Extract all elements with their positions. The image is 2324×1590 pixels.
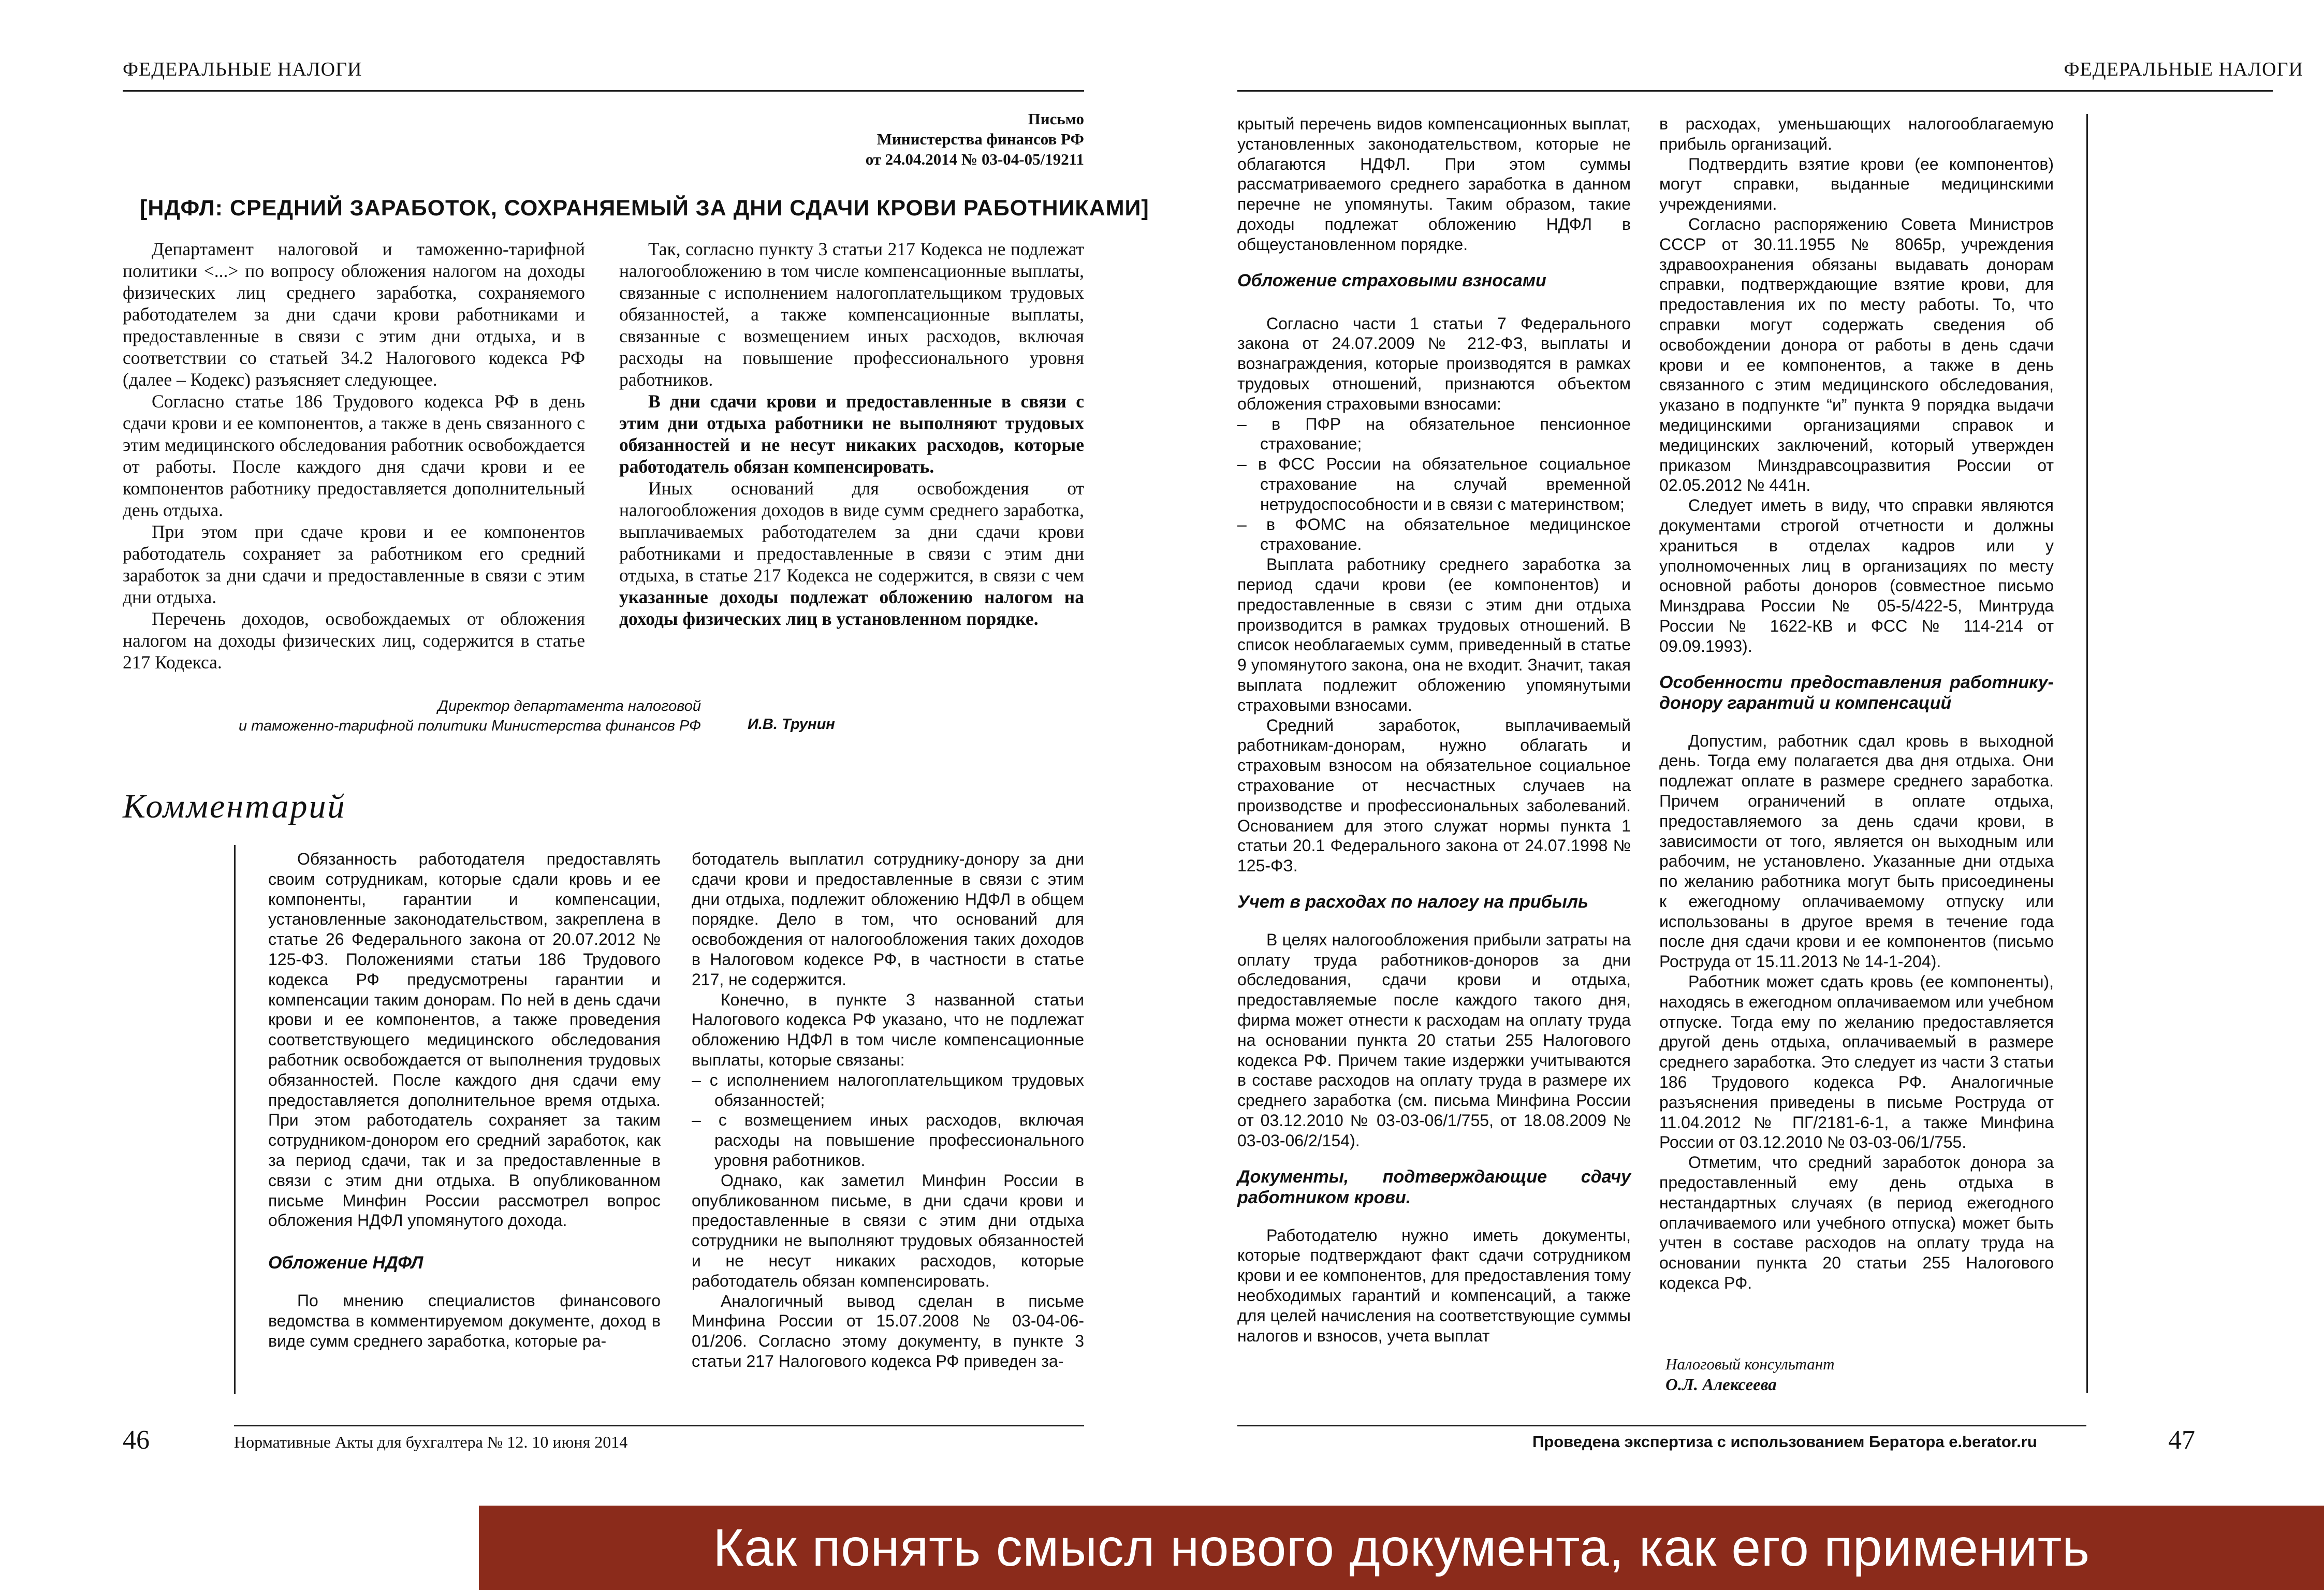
paragraph: Конечно, в пункте 3 названной статьи Налогового кодекса РФ указано, что не подлежат обложению НДФЛ в том числе компенсационные выплаты, которые связаны: [692,990,1084,1069]
letter-reference [866,109,1084,169]
signature-name: И.В. Трунин [748,716,835,733]
paragraph: Следует иметь в виду, что справки являются документами строгой отчетности и должны храниться в отделах кадров или у уполномоченных лиц в организациях по месту основной работы доноров (совместное письмо Минздрава России № 05-5/422-5, Минтруда России № 1622-КВ и ФСС № 114-214 от 09.09.1993). [1659,496,2054,655]
paragraph: Перечень доходов, освобождаемых от обложения налогом на доходы физических лиц, содержится в статье 217 Кодекса. [123,608,585,673]
paragraph: Аналогичный вывод сделан в письме Минфина России от 15.07.2008 № 03-04-06-01/206. Согласно этому документу, в пункте 3 статьи 217 Налогового кодекса РФ приведен за- [692,1291,1084,1370]
running-head: ФЕДЕРАЛЬНЫЕ НАЛОГИ [2064,59,2303,80]
right-column-1 [1237,114,1631,1346]
paragraph: в расходах, уменьшающих налогооблагаемую прибыль организаций. [1659,114,2054,153]
footer-text: Нормативные Акты для бухгалтера № 12. 10 июня 2014 [234,1433,628,1451]
left-page [0,0,1162,1494]
paragraph-text: Иных оснований для освобождения от налогообложения доходов в виде сумм среднего заработка, выплачиваемых работодателем за дни сдачи крови работниками и предоставленные в связи с этим дни отдыха, в статье 217 Кодекса не содержится, в связи с чем [619,478,1084,586]
header-rule [123,90,1084,92]
subheading: Документы, подтверждающие сдачу работником крови. [1237,1166,1631,1207]
letter-column-2 [619,238,1084,630]
footer-rule [1237,1425,2086,1426]
consultant-name: О.Л. Алексеева [1665,1376,1777,1394]
paragraph: крытый перечень видов компенсационных выплат, установленных законодательством, которые не облагаются НДФЛ. При этом суммы рассматриваемого среднего заработка в данном перечне не упомянуты. Таким образом, такие доходы подлежат обложению НДФЛ в общеустановленном порядке. [1237,114,1631,254]
paragraph: Подтвердить взятие крови (ее компонентов) могут справки, выданные медицинскими учреждениями. [1659,154,2054,214]
column-rule [2086,114,2088,1393]
footer-text: Проведена экспертиза с использованием Бератора e.berator.ru [1532,1433,2037,1451]
signature-role-line: и таможенно-тарифной политики Министерства финансов РФ [238,718,701,734]
subheading: Обложение НДФЛ [268,1253,423,1273]
signature-role-line: Директор департамента налоговой [437,698,701,714]
header-rule [1237,90,2273,92]
paragraph: Департамент налоговой и таможенно-тарифной политики <...> по вопросу обложения налогом на доходы физических лиц среднего заработка, сохраняемого работодателем за дни сдачи крови работниками и предоставленные в связи с этим дни отдыха, и в соответствии со статьей 34.2 Налогового кодекса РФ (далее – Кодекс) разъясняет следующее. [123,239,585,390]
paragraph: В целях налогообложения прибыли затраты на оплату труда работников-доноров за дни обследования, сдачи крови и отдыха, предоставляемые после каждого такого дня, фирма может отнести к расходам на оплату труда на основании пункта 20 статьи 255 Налогового кодекса РФ. Причем такие издержки учитываются в составе расходов на оплату труда в размере их среднего заработка (см. письма Минфина России от 03.12.2010 № 03-03-06/1/755, от 18.08.2009 № 03-03-06/2/154). [1237,930,1631,1150]
subheading: Особенности предоставления работнику-донору гарантий и компенсаций [1659,672,2054,713]
article-title: [НДФЛ: СРЕДНИЙ ЗАРАБОТОК, СОХРАНЯЕМЫЙ ЗА ДНИ СДАЧИ КРОВИ РАБОТНИКАМИ] [140,196,1149,221]
list-item: – с исполнением налогоплательщиком трудовых обязанностей; [692,1070,1084,1110]
list-item: – с возмещением иных расходов, включая расходы на повышение профессионального уровня работников. [692,1111,1084,1170]
paragraph: Согласно статье 186 Трудового кодекса РФ в день сдачи крови и ее компонентов, а также в день связанного с этим медицинского обследования работник освобождается от работы. После каждого дня сдачи крови и ее компонентов работнику предоставляется дополнительный день отдыха. [123,391,585,520]
paragraph: Выплата работнику среднего заработка за период сдачи крови (ее компонентов) и предоставленные в связи с этим дни отдыха производится в рамках трудовых отношений. В список необлагаемых сумм, приведенный в статье 9 упомянутого закона, она не входит. Значит, такая выплата подлежит обложению упомянутыми страховыми взносами. [1237,555,1631,714]
consultant-role: Налоговый консультант [1665,1355,1835,1373]
list-item: – в ФОМС на обязательное медицинское страхование. [1237,515,1631,554]
consultant-signature [1665,1354,1835,1395]
paragraph: ботодатель выплатил сотруднику-донору за дни сдачи крови и предоставленные в связи с этим дни отдыха, подлежит обложению НДФЛ в общем порядке. Дело в том, что оснований для освобождения от налогообложения таких доходов в Налоговом кодексе РФ, в частности в статье 217, не содержится. [692,850,1084,989]
right-page [1162,0,2324,1494]
right-column-2 [1659,114,2054,1293]
comment-column-1 [268,849,661,1351]
column-rule [234,845,236,1394]
comment-heading: Комментарий [123,787,346,825]
letter-type: Письмо [1028,110,1084,128]
page-number: 46 [123,1425,150,1455]
paragraph [619,477,1084,630]
list-item: – в ПФР на обязательное пенсионное страхование; [1237,414,1631,454]
subheading: Учет в расходах по налогу на прибыль [1237,892,1589,912]
paragraph: Работодателю нужно иметь документы, которые подтверждают факт сдачи сотрудником крови и ее компонентов, для предоставления тому необходимых гарантий и компенсаций, а также для целей начисления на соответствующие суммы налогов и взносов, учета выплат [1237,1226,1631,1345]
paragraph-bold: В дни сдачи крови и предоставленные в связи с этим дни отдыха работники не выполняют трудовых обязанностей и не несут никаких расходов, которые работодатель обязан компенсировать. [619,391,1084,477]
paragraph-bold-text: указанные доходы подлежат обложению налогом на доходы физических лиц в установленном порядке. [619,587,1084,629]
list-item: – в ФСС России на обязательное социальное страхование на случай временной нетрудоспособности и в связи с материнством; [1237,455,1631,514]
paragraph: Согласно части 1 статьи 7 Федерального закона от 24.07.2009 № 212-ФЗ, выплаты и вознаграждения, которые производятся в рамках трудовых отношений, признаются объектом обложения страховыми взносами: [1237,314,1631,413]
paragraph: Так, согласно пункту 3 статьи 217 Кодекса не подлежат налогообложению в том числе компенсационные выплаты, связанные с исполнением налогоплательщиком трудовых обязанностей, а также компенсационные выплаты, связанные с возмещением иных расходов, включая расходы на повышение профессионального уровня работников. [619,239,1084,390]
letter-column-1 [123,238,585,673]
page-number: 47 [2168,1425,2195,1455]
running-head: ФЕДЕРАЛЬНЫЕ НАЛОГИ [123,59,362,80]
paragraph: Средний заработок, выплачиваемый работникам-донорам, нужно облагать и страховым взносом на обязательное социальное страхование от несчастных случаев на производстве и профессиональных заболеваний. Основанием для этого служат нормы пункта 1 статьи 20.1 Федерального закона от 24.07.1998 № 125-ФЗ. [1237,716,1631,876]
paragraph: При этом при сдаче крови и ее компонентов работодатель сохраняет за работником его средний заработок за дни сдачи и предоставленные в связи с этим дни отдыха. [123,521,585,607]
comment-column-2 [692,849,1084,1372]
promo-banner: Как понять смысл нового документа, как его применить [479,1506,2324,1590]
paragraph: Однако, как заметил Минфин России в опубликованном письме, в дни сдачи крови и предоставленные в связи с этим дни отдыха сотрудники не выполняют трудовых обязанностей и не несут никаких расходов, которые работодатель обязан компенсировать. [692,1171,1084,1290]
paragraph: Отметим, что средний заработок донора за предоставленный ему день отдыха в нестандартных случаях (в период ежегодного оплачиваемого или учебного отпуска) может быть учтен в составе расходов на оплату труда на основании пункта 20 статьи 255 Налогового кодекса РФ. [1659,1153,2054,1293]
paragraph: Допустим, работник сдал кровь в выходной день. Тогда ему полагается два дня отдыха. Они подлежат оплате в размере среднего заработка. Причем ограничений в оплате отдыха, предоставляемого за день сдачи крови, в зависимости от того, является он выходным или рабочим, не установлено. Указанные дни отдыха по желанию работника могут быть присоединены к ежегодному оплачиваемому отпуску или использованы в другое время в течение года после дня сдачи крови и ее компонентов (письмо Роструда от 15.11.2013 № 14-1-204). [1659,731,2054,971]
signature-role [239,696,701,736]
paragraph: Согласно распоряжению Совета Министров СССР от 30.11.1955 № 8065р, учреждения здравоохранения обязаны выдавать донорам справки, подтверждающие взятие крови, для предоставления их по месту работы. То, что справки могут содержать сведения об освобождении донора от работы в день сдачи крови и ее компонентов, а также в день связанного с этим медицинского обследования, указано в подпункте “и” пункта 9 порядка выдачи медицинскими организациями справок и медицинских заключений, который утвержден приказом Минздравсоцразвития России от 02.05.2012 № 441н. [1659,214,2054,495]
subheading: Обложение страховыми взносами [1237,270,1546,290]
footer-rule [234,1425,1084,1426]
paragraph: Обязанность работодателя предоставлять своим сотрудникам, которые сдали кровь и ее компоненты, гарантии и компенсации, установленные законодательством, закреплена в статье 26 Федерального закона от 20.07.2012 № 125-ФЗ. Положениями статьи 186 Трудового кодекса РФ предусмотрены гарантии и компенсации таким донорам. По ней в день сдачи крови и ее компонентов, а также проведения соответствующего медицинского обследования работник освобождается от выполнения трудовых обязанностей. После каждого дня сдачи ему предоставляется дополнительное время отдыха. При этом работодатель сохраняет за таким сотрудником-донором его средний заработок, как за период сдачи, так и за предоставленные в связи с этим дни отдыха. В опубликованном письме Минфин России рассмотрел вопрос обложения НДФЛ упомянутого дохода. [268,850,661,1230]
letter-date-number: от 24.04.2014 № 03-04-05/19211 [865,150,1084,168]
letter-issuer: Министерства финансов РФ [876,130,1084,148]
paragraph: По мнению специалистов финансового ведомства в комментируемом документе, доход в виде сумм среднего заработка, которые ра- [268,1291,661,1350]
paragraph: Работник может сдать кровь (ее компоненты), находясь в ежегодном оплачиваемом или учебном отпуске. Тогда ему по желанию предоставляется другой день отдыха, оплачиваемый в размере среднего заработка. Это следует из части 3 статьи 186 Трудового кодекса РФ. Аналогичные разъяснения приведены в письме Роструда от 11.04.2012 № ПГ/2181-6-1, а также Минфина России от 03.12.2010 № 03-03-06/1/755. [1659,972,2054,1152]
